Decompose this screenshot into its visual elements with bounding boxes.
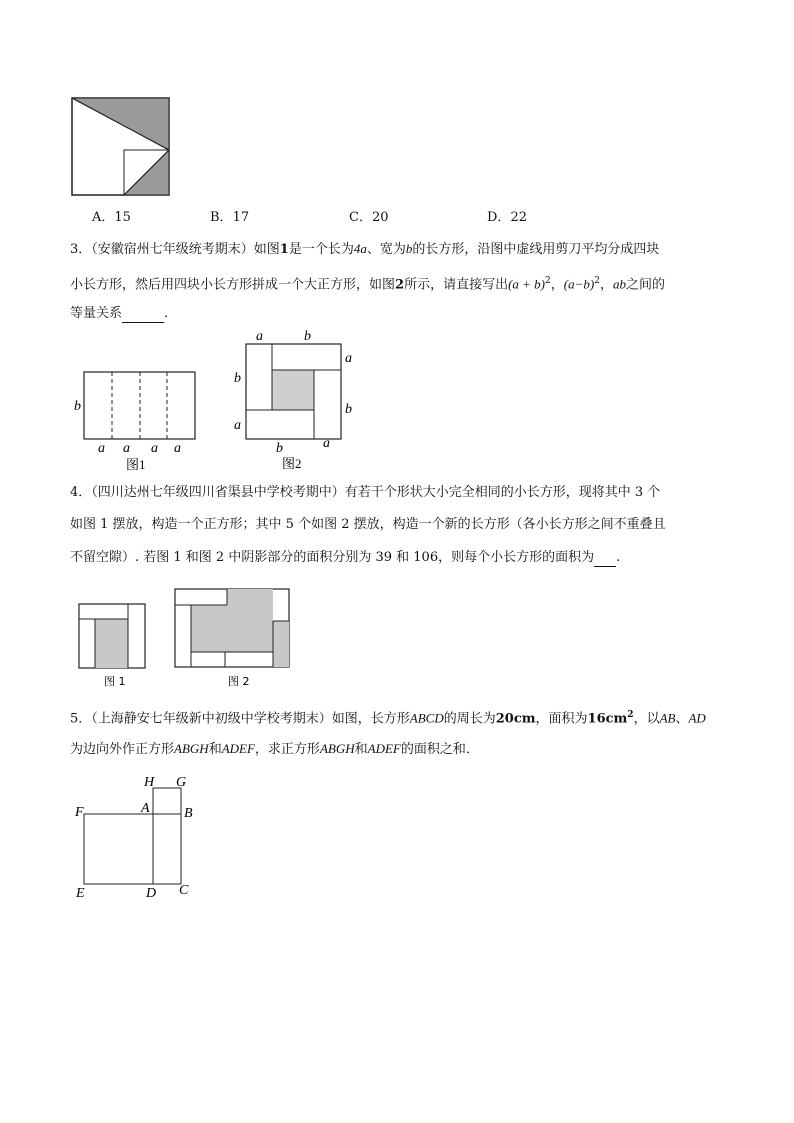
q3-line3: 等量关系 ． [70,306,178,321]
fig2-label-right-a: a [345,351,352,366]
fig1-label-a1: a [98,441,105,456]
q4-figure-1 [74,600,150,692]
fig1-label-a4: a [174,441,181,456]
answer-blank[interactable] [594,549,616,567]
q2-option-c: C．20 [349,210,389,225]
fig1-label-a2: a [123,441,130,456]
fig1-caption: 图1 [126,457,146,472]
fig2-label-left-b: b [234,371,241,386]
q2-figure [70,96,172,198]
fig2-label-bottom-b: b [276,441,283,456]
q5-label-A: A [141,801,150,816]
q5-label-D: D [146,886,157,901]
q5-label-H: H [144,775,155,790]
fig2-label-bottom-a: a [323,436,330,451]
q3-line1: 3．（安徽宿州七年级统考期末）如图1是一个长为4a、宽为b的长方形，沿图中虚线用剪刀平均分成四块 [70,241,660,257]
q2-option-b: B．17 [210,210,250,225]
fig2-caption: 图2 [282,456,302,471]
fig2-label-top-a: a [256,329,263,344]
fig1-label-b: b [74,399,81,414]
q4-line3: 不留空隙）. 若图 1 和图 2 中阴影部分的面积分别为 39 和 106，则每个小长方形的面积为 . [70,550,621,565]
q4-line2: 如图 1 摆放，构造一个正方形；其中 5 个如图 2 摆放，构造一个新的长方形（各小长方形之间不重叠且 [70,517,666,532]
fig2-label-top-b: b [304,329,311,344]
q2-option-a: A．15 [92,210,131,225]
fig2-label-left-a: a [234,418,241,433]
fig2-label-right-b: b [345,402,352,417]
q5-line2: 为边向外作正方形ABGH和ADEF，求正方形ABGH和ADEF的面积之和． [70,741,479,757]
fig1-label-a3: a [151,441,158,456]
q4-fig1-caption: 图 1 [104,675,126,688]
q3-line2: 小长方形，然后用四块小长方形拼成一个大正方形，如图2所示，请直接写出$(a + b)^2$，$(a-b)^2$，ab之间的 [70,276,665,293]
q5-label-F: F [75,805,84,820]
q2-option-d: D．22 [487,210,527,225]
q4-figure-2 [172,586,294,692]
q5-label-G: G [176,775,187,790]
q5-figure [70,770,205,905]
q4-fig2-caption: 图 2 [228,675,250,688]
q4-line1: 4．（四川达州七年级四川省渠县中学校考期中）有若干个形状大小完全相同的小长方形，现将其中 3 个 [70,485,661,500]
answer-blank[interactable] [122,305,164,323]
q3-figure-2 [228,328,368,474]
q5-label-C: C [179,883,189,898]
q5-label-E: E [76,886,85,901]
q5-label-B: B [184,806,193,821]
q5-line1: 5．（上海静安七年级新中初级中学校考期末）如图，长方形ABCD的周长为20cm，面积为$16cm^2$，以AB、AD [70,710,706,727]
q3-figure-1 [70,364,210,474]
